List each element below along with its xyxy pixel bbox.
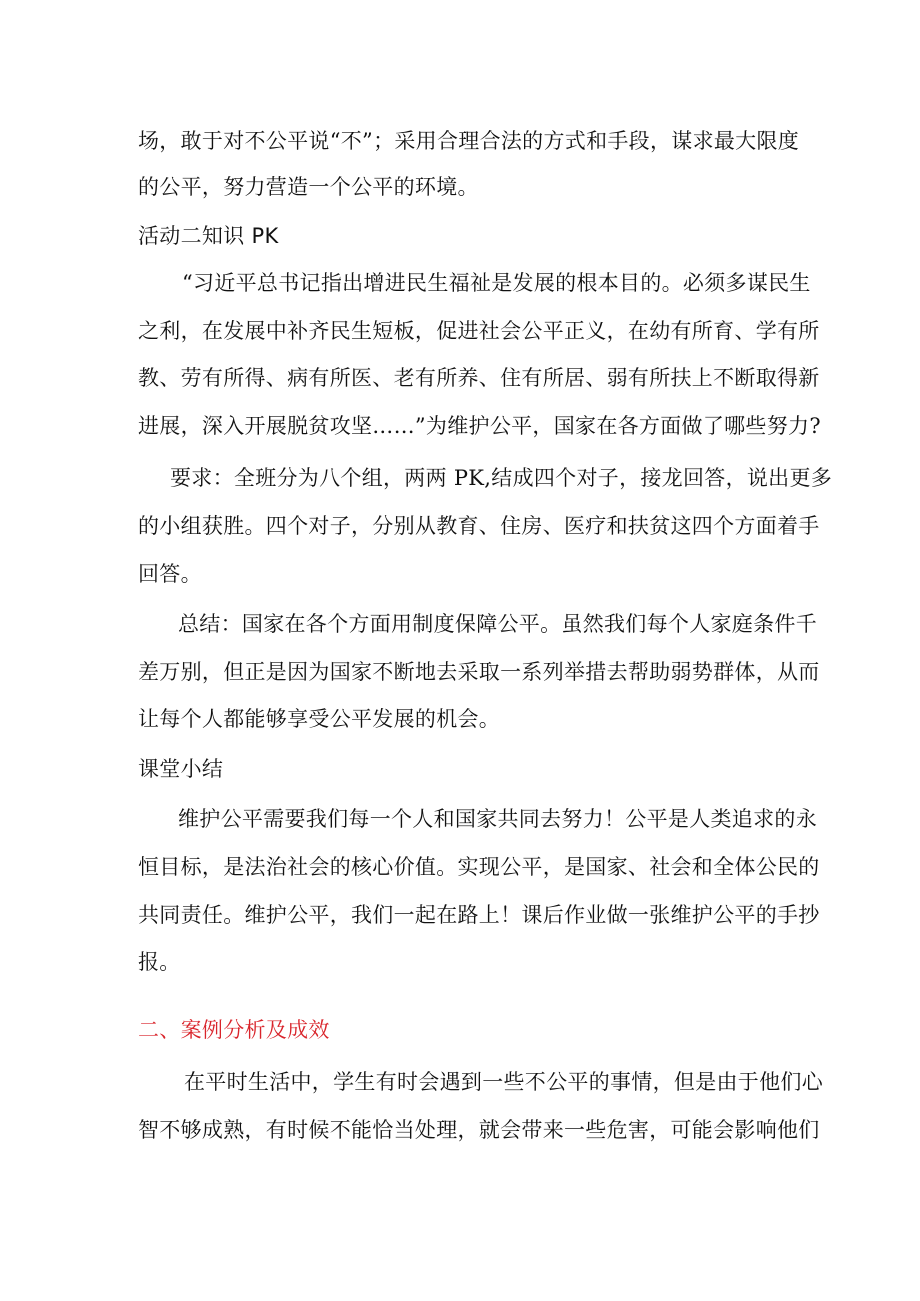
paragraph-line: 回答。 [138,562,202,586]
paragraph-line: 总结：国家在各个方面用制度保障公平。虽然我们每个人家庭条件千 [178,612,817,636]
activity-two-title: 活动二知识 PK [138,224,279,248]
paragraph-line: 在平时生活中，学生有时会遇到一些不公平的事情，但是由于他们心 [184,1070,823,1094]
class-summary-title: 课堂小结 [138,757,224,781]
paragraph-line: 进展，深入开展脱贫攻坚……”为维护公平，国家在各方面做了哪些努力? [138,414,821,438]
paragraph-line: 共同责任。维护公平，我们一起在路上！课后作业做一张维护公平的手抄 [138,903,820,927]
paragraph-line: 教、劳有所得、病有所医、老有所养、住有所居、弱有所扶上不断取得新 [138,366,820,390]
paragraph-line: 让每个人都能够享受公平发展的机会。 [138,707,501,731]
paragraph-line: 恒目标，是法治社会的核心价值。实现公平，是国家、社会和全体公民的 [138,855,820,879]
paragraph-line: 差万别，但正是因为国家不断地去采取一系列举措去帮助弱势群体，从而 [138,660,820,684]
paragraph-line: 场，敢于对不公平说“不”；采用合理合法的方式和手段，谋求最大限度 [138,129,800,153]
section-two-heading: 二、案例分析及成效 [138,1018,330,1042]
paragraph-line: 报。 [138,950,181,974]
paragraph-line: 智不够成熟，有时候不能恰当处理，就会带来一些危害，可能会影响他们 [138,1118,820,1142]
paragraph-line: 的公平，努力营造一个公平的环境。 [138,175,479,199]
paragraph-line: 的小组获胜。四个对子，分别从教育、住房、医疗和扶贫这四个方面着手 [138,514,820,538]
paragraph-line: 之利，在发展中补齐民生短板，促进社会公平正义，在幼有所育、学有所 [138,319,820,343]
paragraph-line: 要求：全班分为八个组，两两 PK,结成四个对子，接龙回答，说出更多 [170,466,833,490]
paragraph-line: 维护公平需要我们每一个人和国家共同去努力！公平是人类追求的永 [178,807,817,831]
paragraph-line: “习近平总书记指出增进民生福祉是发展的根本目的。必须多谋民生 [182,271,811,295]
